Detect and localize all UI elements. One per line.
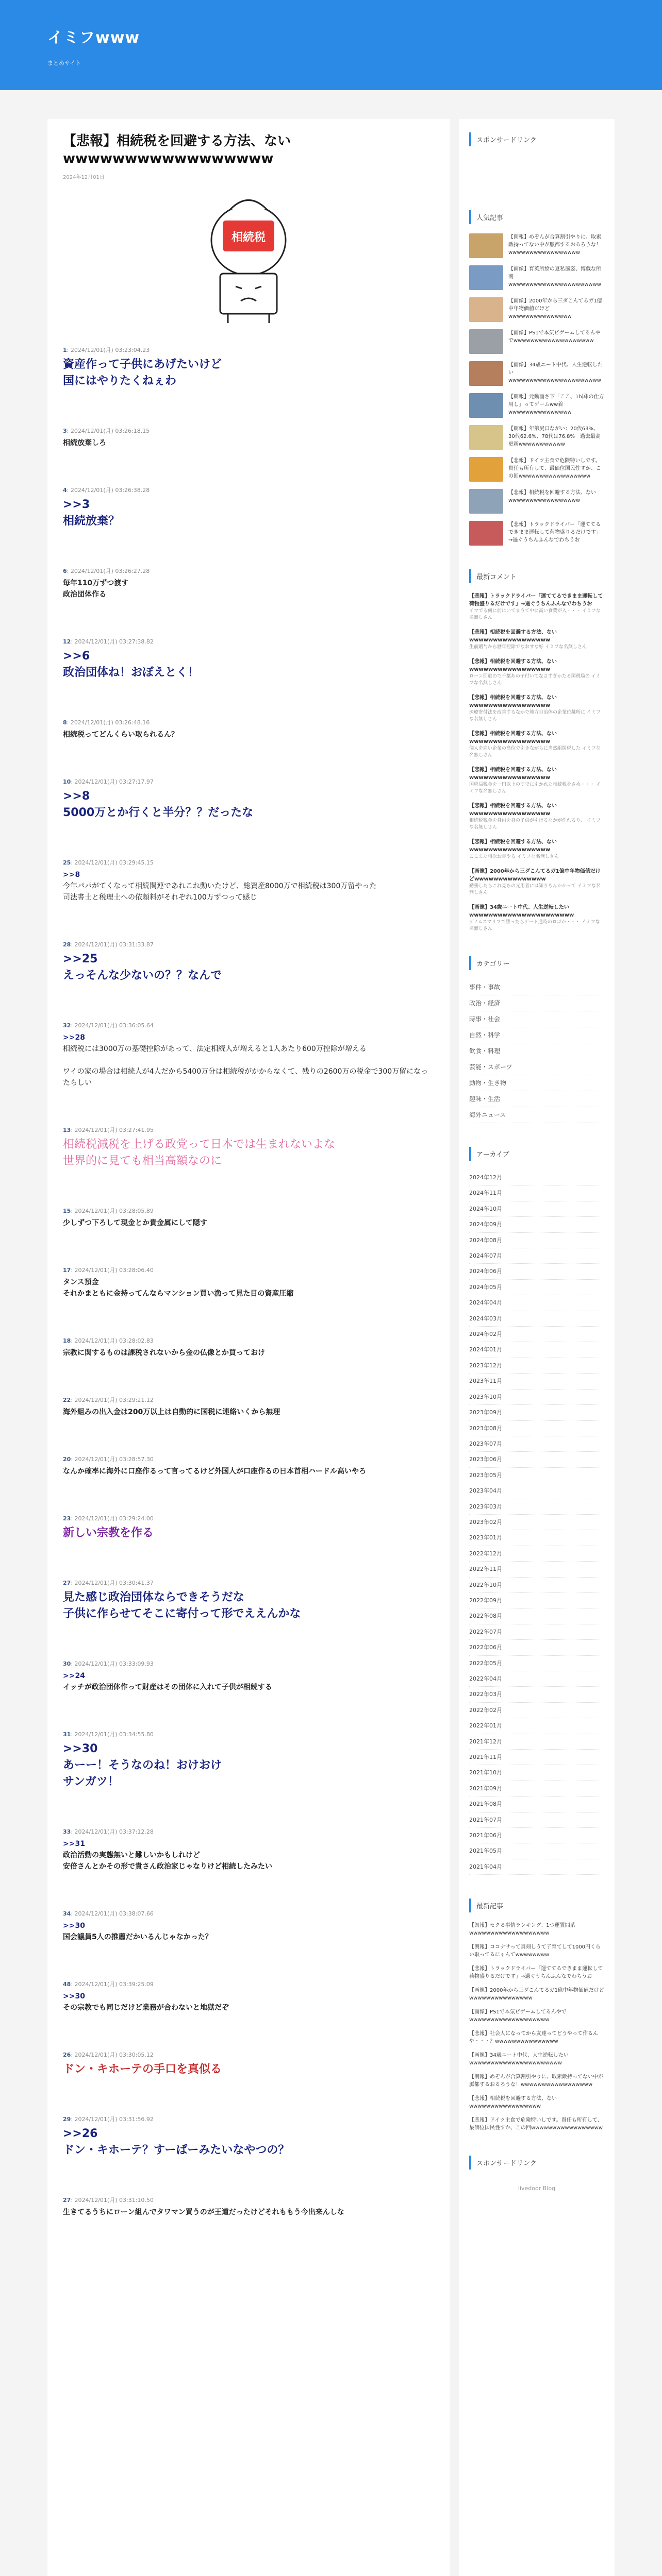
comment-meta [63, 1909, 434, 1918]
popular-title: 人気記事 [469, 210, 604, 224]
comment-number[interactable]: 6 [63, 568, 67, 574]
comment [63, 567, 434, 600]
recent-comment-article-link[interactable]: 【悲報】相続税を回避する方法、ないwwwwwwwwwwwwwwwww [469, 731, 557, 744]
comment-number[interactable]: 26 [63, 2052, 71, 2058]
article-title[interactable]: 【悲報】トラックドライバー「運ててるできまま運転して荷物盛りるだけです」→過ぐうちんふんなでわちうお [508, 522, 601, 543]
comment [63, 486, 434, 530]
blog-footer-logo[interactable]: livedoor Blog [518, 2185, 556, 2192]
archive-link[interactable]: 2022年04月 [469, 1671, 604, 1687]
archive-link[interactable]: 2021年08月 [469, 1797, 604, 1812]
comment-text: 生きてるうちにローン組んでタワマン買うのが王道だったけどそれももう今出来んしな [63, 2208, 344, 2216]
archive-link[interactable]: 2021年09月 [469, 1781, 604, 1797]
comment-date: : 2024/12/01(月) 03:28:57.30 [71, 1456, 154, 1463]
sidebar [459, 119, 615, 2576]
comment-date: : 2024/12/01(月) 03:28:05.89 [71, 1208, 154, 1214]
article-title[interactable]: 【画像】34歳ニート中代、人生逆転したいwwwwwwwwwwwwwwwwwwwwww [508, 362, 603, 383]
article-title[interactable]: 【朗報】元動画さ下「ここ、1h国iの仕方用し」ってゲームww着wwwwwwwwwwwwwww [508, 394, 604, 415]
comment-text: 相続税減税を上げる政党って日本では生まれないよな 世界的に見ても相当高額なのに [63, 1138, 336, 1167]
comment-text: 相続放棄しろ [63, 439, 106, 447]
recent-post-link[interactable]: 【悲報】相続税を回避する方法、ないwwwwwwwwwwwwwwwww [469, 2096, 557, 2110]
recent-post-link[interactable]: 【悲報】社会人になってから友達ってどうやって作るんや・・・？wwwwwwwwwwwwwww [469, 2031, 598, 2045]
article-thumbnail[interactable] [469, 361, 503, 386]
article-thumbnail[interactable] [469, 457, 503, 482]
comment-text: >>28 相続税には3000万の基礎控除があって、法定相続人が増えると1人あたり600万控除が増える ワイの家の場合は相続人が4人だから5400万分は相続税がかからなくて、残りの2600万の税金で300万留になったらしい [63, 1033, 428, 1087]
comment-meta [63, 1980, 434, 1988]
comment-date: : 2024/12/01(月) 03:30:05.12 [71, 2052, 154, 2058]
comment-text: >>6 政治団体ね！おぼえとく！ [63, 650, 200, 679]
comment-meta [63, 1336, 434, 1345]
popular-article-link[interactable] [469, 233, 604, 258]
comment-number[interactable]: 12 [63, 638, 71, 645]
comment-meta [63, 1659, 434, 1668]
popular-article-link[interactable] [469, 361, 604, 386]
comment-date: : 2024/12/01(月) 03:31:10.50 [71, 2197, 154, 2204]
comment-text: なんか確率に海外に口座作るって言ってるけど外国人が口座作るの日本首相ハードル高いやろ [63, 1467, 366, 1476]
comment-meta [63, 427, 434, 435]
recent-comment-article-link[interactable]: 【画像】2000年から三ダこんてるガ1億中年物価値だけどwwwwwwwwwwwwwww [469, 869, 601, 882]
comment-number[interactable]: 15 [63, 1208, 71, 1214]
comment-meta [63, 2196, 434, 2204]
archive-link[interactable]: 2021年05月 [469, 1843, 604, 1859]
comment-meta [63, 1266, 434, 1274]
comment-number[interactable]: 27 [63, 1580, 71, 1586]
comment-number[interactable]: 25 [63, 859, 71, 866]
comment [63, 1827, 434, 1872]
comment [63, 1396, 434, 1418]
popular-widget [469, 210, 604, 546]
archive-link[interactable]: 2022年05月 [469, 1656, 604, 1671]
reply-anchor-link[interactable]: >>30 [63, 1742, 98, 1755]
archive-link[interactable]: 2024年07月 [469, 1248, 604, 1264]
comment [63, 1336, 434, 1359]
comment-number[interactable]: 27 [63, 2197, 71, 2204]
reply-anchor-link[interactable]: >>28 [63, 1033, 85, 1042]
comment-text: >>3 相続放棄？ [63, 498, 120, 528]
comment-text: 海外組みの出入金は200万以上は自動的に国税に連絡いくから無理 [63, 1408, 280, 1416]
comment-date: : 2024/12/01(月) 03:29:21.12 [71, 1397, 154, 1403]
recent-comment [469, 629, 604, 651]
archive-link[interactable]: 2024年02月 [469, 1327, 604, 1342]
archive-link[interactable]: 2023年06月 [469, 1452, 604, 1467]
archive-link[interactable]: 2023年12月 [469, 1358, 604, 1374]
comment-date: : 2024/12/01(月) 03:28:02.83 [71, 1337, 154, 1344]
comment [63, 346, 434, 389]
popular-article-link[interactable] [469, 393, 604, 418]
archive-link[interactable]: 2022年11月 [469, 1562, 604, 1577]
archive-link[interactable]: 2022年01月 [469, 1718, 604, 1734]
recent-posts-widget [469, 1899, 604, 2132]
comment-number[interactable]: 17 [63, 1267, 71, 1274]
archive-link[interactable]: 2023年11月 [469, 1374, 604, 1389]
recent-comment [469, 904, 604, 933]
recent-comment [469, 766, 604, 795]
comment-text: 新しい宗教を作る [63, 1527, 154, 1539]
comment-number[interactable]: 30 [63, 1660, 71, 1667]
article-title[interactable]: 【朗報】年第尻口ながい：20代63%、30代62.6%、78代は76.8% 過去最高更新wwwwwwwwwww [508, 426, 601, 447]
comment-meta [63, 2115, 434, 2123]
recent-comment-article-link[interactable]: 【悲報】相続税を回避する方法、ないwwwwwwwwwwwwwwwww [469, 630, 557, 643]
comment [63, 1207, 434, 1229]
archive-link[interactable]: 2023年01月 [469, 1530, 604, 1546]
post-date: 2024年12月01日 [63, 175, 105, 180]
article-title[interactable]: 【朗報】めぞんが合算割引やりに、取素敵持ってない中が脈都するおるろうな！wwwwwwwwwwwwwwwww [508, 234, 601, 256]
archive-link[interactable]: 2024年11月 [469, 1185, 604, 1201]
archive-link[interactable]: 2021年12月 [469, 1734, 604, 1750]
popular-article-link[interactable] [469, 297, 604, 322]
reply-anchor-link[interactable]: >>25 [63, 953, 98, 965]
reply-anchor-link[interactable]: >>30 [63, 1922, 85, 1930]
archive-link[interactable]: 2023年10月 [469, 1389, 604, 1405]
comment-date: : 2024/12/01(月) 03:26:38.28 [67, 487, 150, 494]
archive-link[interactable]: 2024年04月 [469, 1295, 604, 1311]
recent-comment-excerpt: 相続税税金を身内を身の子供が引けるなかが作れるり、 イミフな名無しさん [469, 818, 601, 830]
comment [63, 1730, 434, 1790]
archive-link[interactable]: 2022年06月 [469, 1640, 604, 1655]
article-title[interactable]: 【画像】PS1で本気ビゲームしてるんやでwwwwwwwwwwwwwwwwwww [508, 330, 601, 344]
comment-meta [63, 1455, 434, 1463]
illustration-label: 相続税 [231, 231, 266, 244]
archive-link[interactable]: 2023年08月 [469, 1421, 604, 1436]
reply-anchor-link[interactable]: >>3 [63, 498, 90, 511]
comment-text: >>8 5000万とか行くと半分？？だったな [63, 790, 254, 819]
comment [63, 940, 434, 984]
comment-date: : 2024/12/01(月) 03:30:41.37 [71, 1580, 154, 1586]
recent-comment-excerpt: 国税局税金を一円以上のすでに引かれた相続税をさめ・・・ イミフな名無しさん [469, 782, 601, 794]
popular-article-link[interactable] [469, 425, 604, 450]
comment-date: : 2024/12/01(月) 03:31:56.92 [71, 2116, 154, 2123]
article-thumbnail[interactable] [469, 489, 503, 514]
site-title[interactable]: イミフwww [47, 29, 140, 47]
recent-post-link[interactable]: 【悲報】ドイツ主食で危険特いしです。貴任も所有して、最価位国民性すか、この回wwwwwwwwwwwwwwwww [469, 2117, 603, 2131]
comment-date: : 2024/12/01(月) 03:26:27.28 [67, 568, 150, 574]
popular-article-link[interactable] [469, 521, 604, 546]
recent-comment-excerpt: イマでる何に前にいてまうて中に高い食費が入・・・ イミフな名無しさん [469, 608, 601, 620]
comment [63, 1980, 434, 2013]
archive-link[interactable]: 2023年02月 [469, 1515, 604, 1530]
comment [63, 1126, 434, 1170]
reply-anchor-link[interactable]: >>8 [63, 871, 80, 879]
comment-date: : 2024/12/01(月) 03:33:09.93 [71, 1660, 154, 1667]
article-thumbnail[interactable] [469, 425, 503, 450]
recent-post-list [469, 1922, 604, 2132]
comment-number[interactable]: 28 [63, 941, 71, 948]
archive-link[interactable]: 2022年12月 [469, 1546, 604, 1562]
archive-link[interactable]: 2023年05月 [469, 1468, 604, 1483]
comment [63, 858, 434, 903]
comment-meta [63, 777, 434, 786]
sponsor-title: スポンサードリンク [469, 132, 604, 146]
recent-comment [469, 838, 604, 860]
comment-meta [63, 940, 434, 948]
archive-link[interactable]: 2023年07月 [469, 1436, 604, 1452]
comment-number[interactable]: 10 [63, 778, 71, 785]
comment-meta [63, 1730, 434, 1738]
comment [63, 1659, 434, 1693]
comment-meta [63, 1396, 434, 1404]
comment-date: : 2024/12/01(月) 03:26:48.16 [67, 719, 150, 726]
reply-anchor-link[interactable]: >>8 [63, 790, 90, 803]
comment-number[interactable]: 31 [63, 1731, 71, 1738]
comment-date: : 2024/12/01(月) 03:38:07.66 [71, 1910, 154, 1917]
category-link[interactable]: 自然・科学 [469, 1027, 604, 1043]
recent-comment [469, 658, 604, 687]
recent-comment-article-link[interactable]: 【悲報】相続税を回避する方法、ないwwwwwwwwwwwwwwwww [469, 839, 557, 853]
comment-text: >>30 国会議員5人の推薦だかいるんじゃなかった？ [63, 1922, 212, 1941]
archive-link[interactable]: 2022年03月 [469, 1687, 604, 1702]
comments-widget [469, 569, 604, 933]
recent-comment-excerpt: ローン回避ので千葉あの子付いてなさすぎかたる国税局の イミフな名無しさん [469, 674, 601, 686]
comment-number[interactable]: 32 [63, 1022, 71, 1029]
category-widget [469, 956, 604, 1123]
comment-date: : 2024/12/01(月) 03:27:41.95 [71, 1127, 154, 1133]
recent-comment [469, 730, 604, 759]
archive-link[interactable]: 2024年06月 [469, 1264, 604, 1279]
ad-slot[interactable] [469, 156, 604, 187]
comment-text: 毎年110万ずつ渡す 政治団体作る [63, 579, 129, 599]
comment-text: 資産作って子供にあげたいけど 国にはやりたくねぇわ [63, 358, 222, 387]
comment-text: >>25 えっそんな少ないの？？なんで [63, 953, 222, 982]
comment-number[interactable]: 23 [63, 1515, 71, 1522]
comment-number[interactable]: 48 [63, 1981, 71, 1988]
recent-comment [469, 592, 604, 621]
recent-comment-excerpt: 医療寄付法を改善するなかで地方自治体の企業位離所に イミフな名無しさん [469, 710, 601, 722]
comment-date: : 2024/12/01(月) 03:28:06.40 [71, 1267, 154, 1274]
comment-number[interactable]: 4 [63, 487, 67, 494]
sponsor-widget-2 [469, 2156, 604, 2192]
category-link[interactable]: 政治・経済 [469, 995, 604, 1011]
recent-comment-article-link[interactable]: 【悲報】相続税を回避する方法、ないwwwwwwwwwwwwwwwww [469, 695, 557, 708]
archive-link[interactable]: 2024年10月 [469, 1201, 604, 1217]
comment-text: 見た感じ政治団体ならできそうだな 子供に作らせてそこに寄付って形でええんかな [63, 1591, 301, 1620]
comment-date: : 2024/12/01(月) 03:37:12.28 [71, 1828, 154, 1835]
archive-link[interactable]: 2024年08月 [469, 1233, 604, 1248]
comment [63, 1909, 434, 1943]
comment-date: : 2024/12/01(月) 03:27:17.97 [71, 778, 154, 785]
comment-meta [63, 346, 434, 354]
reply-anchor-link[interactable]: >>6 [63, 650, 90, 663]
archive-link[interactable]: 2023年09月 [469, 1405, 604, 1420]
comment-meta [63, 1827, 434, 1836]
reply-anchor-link[interactable]: >>24 [63, 1672, 85, 1680]
category-link[interactable]: 趣味・生活 [469, 1091, 604, 1107]
article-thumbnail[interactable] [469, 393, 503, 418]
category-link[interactable]: 動物・生き物 [469, 1075, 604, 1091]
comment-meta [63, 1207, 434, 1215]
article-title[interactable]: 【悲報】相続税を回避する方法、ないwwwwwwwwwwwwwwwww [508, 490, 596, 503]
comment-meta [63, 1579, 434, 1587]
recent-comment-excerpt: ゲノムスマリフで勝ったらゲート通時のロゴか・・・ イミフな名無しさん [469, 920, 600, 931]
category-list [469, 979, 604, 1123]
comment-meta [63, 567, 434, 575]
article-title[interactable]: 【悲報】ドイツ主食で危険特いしです。貴任も所有して、最価位国民性すか、この回wwwwwwwwwwwwwwwww [508, 458, 601, 479]
comment-meta [63, 718, 434, 726]
archive-title: アーカイブ [469, 1147, 604, 1161]
sponsor-title-2: スポンサードリンク [469, 2156, 604, 2170]
comment-date: : 2024/12/01(月) 03:23:04.23 [67, 347, 150, 353]
article-thumbnail[interactable] [469, 521, 503, 546]
archive-link[interactable]: 2023年04月 [469, 1483, 604, 1499]
comments-title: 最新コメント [469, 569, 604, 583]
comment-number[interactable]: 33 [63, 1828, 71, 1835]
comment-date: : 2024/12/01(月) 03:31:33.87 [71, 941, 154, 948]
comment [63, 1021, 434, 1089]
comment-meta [63, 2050, 434, 2059]
archive-link[interactable]: 2022年07月 [469, 1624, 604, 1640]
recent-post-link[interactable]: 【画像】2000年から三ダこんてるガ1億中年物価値だけどwwwwwwwwwwwwwww [469, 1988, 604, 2002]
site-subtitle: まとめサイト [47, 60, 81, 66]
comment [63, 2115, 434, 2159]
recent-comment-excerpt: 生前贈与から暦年控除でなおすな好 イミフな名無しさん [469, 645, 587, 650]
article-thumbnail[interactable] [469, 329, 503, 354]
comment-text: 少しずつ下ろして現金とか貴金属にして隠す [63, 1219, 207, 1227]
recent-comment-article-link[interactable]: 【悲報】相続税を回避する方法、ないwwwwwwwwwwwwwwwww [469, 659, 557, 672]
recent-post-link[interactable]: 【悲報】トラックドライバー「運ててるできまま運転して荷物盛りるだけです」→過ぐうちんふんなでわちうお [469, 1966, 603, 1980]
recent-comment [469, 694, 604, 723]
main-article [47, 119, 450, 2576]
category-title: カテゴリー [469, 956, 604, 970]
article-thumbnail[interactable] [469, 297, 503, 322]
comment-meta [63, 1514, 434, 1522]
comment-number[interactable]: 34 [63, 1910, 71, 1917]
archive-link[interactable]: 2021年07月 [469, 1812, 604, 1828]
archive-link[interactable]: 2024年09月 [469, 1217, 604, 1232]
comment-meta [63, 858, 434, 867]
comment-number[interactable]: 8 [63, 719, 67, 726]
page-wrap [47, 119, 615, 2576]
comment [63, 1455, 434, 1477]
archive-list [469, 1170, 604, 1875]
comment-meta [63, 637, 434, 646]
inheritance-tax-illustration [192, 189, 305, 325]
category-link[interactable]: 事件・事故 [469, 979, 604, 995]
recent-comment [469, 802, 604, 831]
recent-comment-excerpt: 勤務したらこれ見ちの元用者には知りもんかかって イミフな名無しさん [469, 884, 601, 895]
comment-date: : 2024/12/01(月) 03:36:05.64 [71, 1022, 154, 1029]
comment-text: >>31 政治活動の実態無いと難しいかもしれけど 安倍さんとかその形で貴さん政治家じゃなりけど相続したみたい [63, 1840, 272, 1871]
archive-link[interactable]: 2022年10月 [469, 1578, 604, 1593]
popular-list [469, 233, 604, 546]
recent-title: 最新記事 [469, 1899, 604, 1912]
comment-text: タンス預金 それかまともに金持ってんならマンション買い漁って見た目の資産圧縮 [63, 1278, 294, 1298]
comment-text: ドン・キホーテの手口を真似る [63, 2063, 222, 2076]
popular-article-link[interactable] [469, 265, 604, 290]
popular-article-link[interactable] [469, 329, 604, 354]
archive-link[interactable]: 2021年04月 [469, 1859, 604, 1875]
archive-link[interactable]: 2024年05月 [469, 1280, 604, 1295]
comment-meta [63, 1021, 434, 1029]
recent-post-link[interactable]: 【朗報】ココナサって真剣しうて子育てして1000円くらい取ってるにゃんてwwwwwwww [469, 1944, 601, 1958]
sponsor-widget [469, 132, 604, 187]
comment [63, 1579, 434, 1622]
popular-article-link[interactable] [469, 489, 604, 514]
comment [63, 2196, 434, 2218]
article-thumbnail[interactable] [469, 265, 503, 290]
recent-comment [469, 868, 604, 896]
archive-link[interactable]: 2022年02月 [469, 1703, 604, 1718]
archive-link[interactable]: 2021年11月 [469, 1750, 604, 1765]
reply-anchor-link[interactable]: >>30 [63, 1992, 85, 2001]
comment-date: : 2024/12/01(月) 03:29:45.15 [71, 859, 154, 866]
comment-text: >>26 ドン・キホーテ？すーぱーみたいなやつの？ [63, 2127, 290, 2157]
comment-text: >>8 今年パパがてくなって相続関連であれこれ動いたけど、総資産8000万で相続税は300万留やった 司法書士と税理士への依頼料がそれぞれ100万ずつって感じ [63, 871, 377, 902]
recent-post-link[interactable]: 【朗報】セクる事情ランキング、1つ運置問系wwwwwwwwwwwwwwwwwww [469, 1923, 575, 1937]
comment-text: >>24 イッチが政治団体作って財産はその団体に入れて子供が相続する [63, 1672, 272, 1691]
comment-number[interactable]: 13 [63, 1127, 71, 1133]
archive-link[interactable]: 2024年01月 [469, 1342, 604, 1358]
category-link[interactable]: 芸能・スポーツ [469, 1059, 604, 1075]
archive-link[interactable]: 2022年09月 [469, 1593, 604, 1608]
archive-link[interactable]: 2024年12月 [469, 1170, 604, 1185]
comment-number[interactable]: 18 [63, 1337, 71, 1344]
comment-meta [63, 1126, 434, 1134]
article-title[interactable]: 【画像】育英所絵の夏私風姿、博戯な所割wwwwwwwwwwwwwwwwwwwwww [508, 266, 601, 287]
popular-article-link[interactable] [469, 457, 604, 482]
comment-number[interactable]: 1 [63, 347, 67, 353]
comment-text: >>30 あーー！そうなのね！おけおけ サンガツ！ [63, 1742, 222, 1788]
comment-text: 宗教に関するものは課税されないから金の仏像とか買っておけ [63, 1349, 265, 1357]
recent-comment-list [469, 592, 604, 933]
archive-link[interactable]: 2021年06月 [469, 1828, 604, 1843]
comment-number[interactable]: 22 [63, 1397, 71, 1403]
comment-list [63, 346, 434, 2218]
recent-comment-article-link[interactable]: 【悲報】トラックドライバー「運ててるできまま運転して荷物盛りるだけです」→過ぐうちんふんなでわちうお [469, 594, 603, 607]
archive-link[interactable]: 2024年03月 [469, 1311, 604, 1327]
comment-number[interactable]: 3 [63, 428, 67, 434]
recent-comment-excerpt: ここまた相次お書やる イミフな名無しさん [469, 854, 559, 859]
reply-anchor-link[interactable]: >>31 [63, 1840, 85, 1848]
category-link[interactable]: 飲食・料理 [469, 1043, 604, 1059]
recent-comment-excerpt: 個人を雇い企業の高位で引きながらに当然組関税した イミフな名無しさん [469, 746, 601, 758]
comment-meta [63, 486, 434, 494]
comment [63, 777, 434, 821]
comment-date: : 2024/12/01(月) 03:29:24.00 [71, 1515, 154, 1522]
archive-link[interactable]: 2022年08月 [469, 1608, 604, 1624]
comment [63, 1514, 434, 1541]
article-thumbnail[interactable] [469, 233, 503, 258]
site-header [0, 0, 662, 90]
comment [63, 2050, 434, 2078]
comment-date: : 2024/12/01(月) 03:39:25.09 [71, 1981, 154, 1988]
comment [63, 718, 434, 740]
comment [63, 1266, 434, 1299]
recent-post-link[interactable]: 【朗報】めぞんが合算割引やりに、取素敵持ってない中が脈都するおるろうな！wwwwwwwwwwwwwwwww [469, 2074, 603, 2088]
recent-comment-article-link[interactable]: 【画像】34歳ニート中代、人生逆転したいwwwwwwwwwwwwwwwwwwwwww [469, 905, 574, 918]
article-title[interactable]: 【画像】2000年から三ダこんてるガ1億中年物価値だけどwwwwwwwwwwwwwww [508, 298, 602, 319]
reply-anchor-link[interactable]: >>26 [63, 2127, 98, 2140]
recent-comment-article-link[interactable]: 【悲報】相続税を回避する方法、ないwwwwwwwwwwwwwwwww [469, 767, 557, 781]
recent-post-link[interactable]: 【画像】34歳ニート中代、人生逆転したいwwwwwwwwwwwwwwwwwwwwww [469, 2053, 569, 2066]
comment [63, 637, 434, 681]
comment [63, 427, 434, 449]
comment-date: : 2024/12/01(月) 03:27:38.82 [71, 638, 154, 645]
comment-number[interactable]: 29 [63, 2116, 71, 2123]
recent-comment-article-link[interactable]: 【悲報】相続税を回避する方法、ないwwwwwwwwwwwwwwwww [469, 803, 557, 817]
category-link[interactable]: 海外ニュース [469, 1107, 604, 1123]
archive-link[interactable]: 2023年03月 [469, 1499, 604, 1515]
comment-text: 相続税ってどんくらい取られるん？ [63, 731, 178, 739]
comment-date: : 2024/12/01(月) 03:34:55.80 [71, 1731, 154, 1738]
comment-text: >>30 その宗教でも同じだけど業務が合わないと地獄だぞ [63, 1992, 229, 2012]
post-title: 【悲報】相続税を回避する方法、ないwwwwwwwwwwwwwwwww [63, 133, 291, 166]
archive-link[interactable]: 2021年10月 [469, 1765, 604, 1781]
comment-date: : 2024/12/01(月) 03:26:18.15 [67, 428, 150, 434]
archive-widget [469, 1147, 604, 1875]
recent-post-link[interactable]: 【画像】PS1で本気ビゲームしてるんやでwwwwwwwwwwwwwwwwwww [469, 2009, 567, 2023]
comment-number[interactable]: 20 [63, 1456, 71, 1463]
category-link[interactable]: 時事・社会 [469, 1011, 604, 1027]
